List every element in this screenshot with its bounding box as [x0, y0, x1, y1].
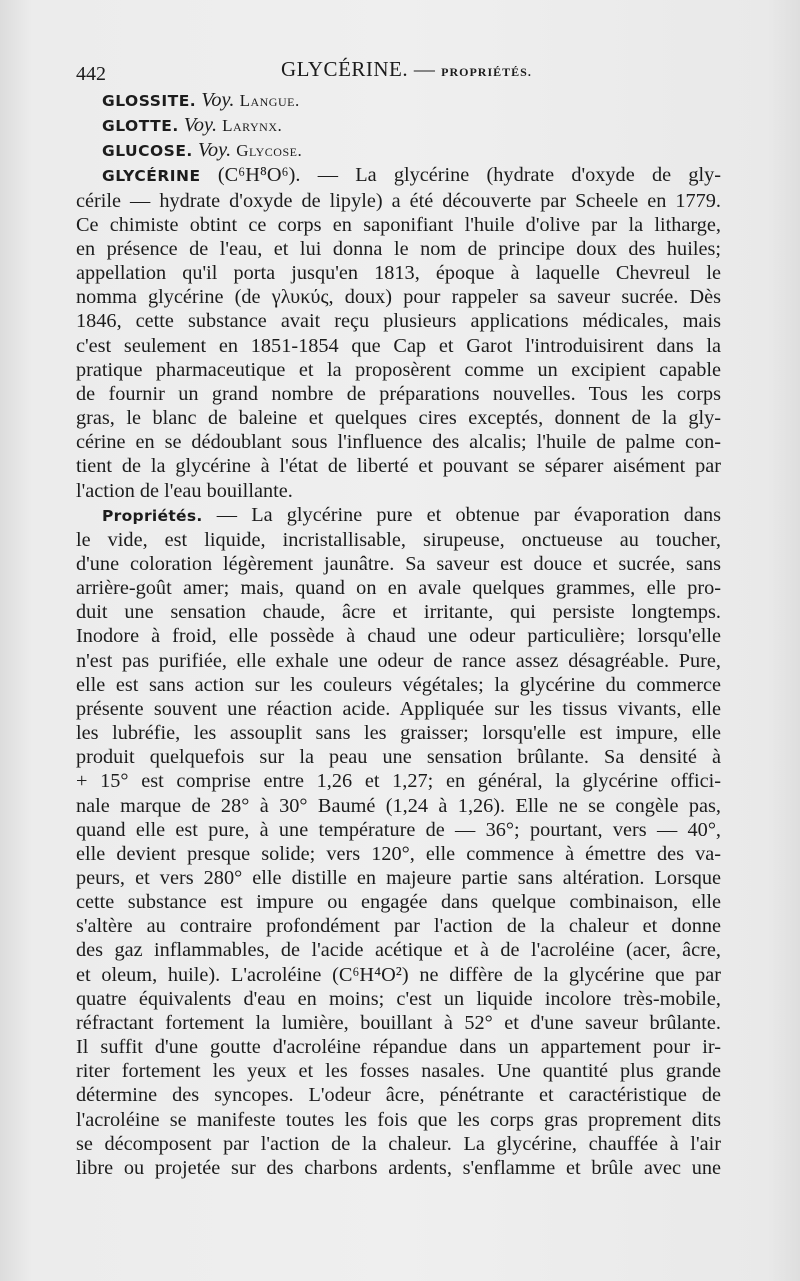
section-heading: Propriétés. [102, 506, 203, 525]
text-line: duit une sensation chaude, âcre et irritante, qui persiste longtemps. [76, 601, 721, 624]
text-line: présente souvent une réaction acide. Appliquée sur les tissus vivants, elle [76, 697, 721, 720]
text-line: Ce chimiste obtint ce corps en saponifiant l'huile d'olive par la litharge, [76, 213, 721, 236]
entry-glucose [76, 138, 721, 163]
running-title-section: PROPRIÉTÉS. [441, 65, 532, 79]
text-line: gras, le blanc de baleine et quelques cires exceptés, donnent de la gly- [76, 407, 721, 430]
line-text: — La glycérine pure et obtenue par évaporation dans [216, 503, 721, 526]
text-line: s'altère au contraire profondément par l'action de la chaleur et donne [76, 915, 721, 938]
entry-glycerine [76, 163, 721, 502]
text-line: en présence de l'eau, et lui donna le nom de principe doux des huiles; [76, 237, 721, 260]
page-body [76, 88, 721, 1180]
running-title-main: GLYCÉRINE. — [281, 57, 436, 81]
text-line: nale marque de 28° à 30° Baumé (1,24 à 1,26). Elle ne se congèle pas, [76, 794, 721, 817]
text-line: n'est pas purifiée, elle exhale une odeur de rance assez désagréable. Pure, [76, 649, 721, 672]
text-line: quatre équivalents d'eau en moins; c'est un liquide incolore très-mobile, [76, 987, 721, 1010]
text-line: Il suffit d'une goutte d'acroléine répandue dans un appartement pour ir- [76, 1036, 721, 1059]
text-line: nomma glycérine (de γλυκύς, doux) pour rappeler sa saveur sucrée. Dès [76, 286, 721, 309]
text-line: des gaz inflammables, de l'acide acétique et à de l'acroléine (acer, âcre, [76, 939, 721, 962]
text-line: se décomposent par l'action de la chaleur. La glycérine, chauffée à l'air [76, 1132, 721, 1155]
text-line: elle est sans action sur les couleurs végétales; la glycérine du commerce [76, 673, 721, 696]
text-line: le vide, est liquide, incristallisable, sirupeuse, onctueuse au toucher, [76, 528, 721, 551]
entry-glotte [76, 113, 721, 138]
text-line: et oleum, huile). L'acroléine (C⁶H⁴O²) ne diffère de la glycérine que par [76, 963, 721, 986]
text-line: détermine des syncopes. L'odeur âcre, pénétrante et caractéristique de [76, 1084, 721, 1107]
line-text: (C⁶H⁸O⁶). — La glycérine (hydrate d'oxyde de gly- [217, 164, 721, 187]
text-line: peurs, et vers 280° elle distille en majeure partie sans altération. Lorsque [76, 867, 721, 889]
running-header [76, 55, 726, 85]
text-line: cérine en se dédoublant sous l'influence des alcalis; l'huile de palme con- [76, 431, 721, 454]
running-title [281, 57, 532, 82]
text-line [76, 163, 721, 188]
text-line: quand elle est pure, à une température de — 36°; pourtant, vers — 40°, [76, 818, 721, 841]
text-line: c'est seulement en 1851-1854 que Cap et Garot l'introduisirent dans la [76, 334, 721, 357]
text-line: appellation qu'il porta jusqu'en 1813, époque à laquelle Chevreul le [76, 262, 721, 285]
text-line: produit quelquefois sur la peau une sensation brûlante. Sa densité à [76, 746, 721, 769]
text-line: d'une coloration légèrement jaunâtre. Sa saveur est douce et sucrée, sans [76, 552, 721, 575]
entry-voy: Voy. [183, 114, 218, 137]
entry-reference: Larynx. [222, 116, 283, 136]
entry-glossite [76, 88, 721, 113]
text-line: cérile — hydrate d'oxyde de lipyle) a été découverte par Scheele en 1779. [76, 189, 721, 212]
entry-reference: Langue. [239, 91, 300, 110]
text-line: riter fortement les yeux et les fosses nasales. Une quantité plus grande [76, 1060, 721, 1083]
text-line: 1846, cette substance avait reçu plusieurs applications médicales, mais [76, 310, 721, 333]
text-line: tient de la glycérine à l'état de liberté et pouvant se séparer aisément par [76, 455, 721, 478]
page-number: 442 [76, 63, 106, 85]
text-line: arrière-goût amer; mais, quand on en avale quelques grammes, elle pro- [76, 577, 721, 600]
text-line: elle devient presque solide; vers 120°, elle commence à émettre des va- [76, 842, 721, 865]
section-proprietes [76, 503, 721, 1180]
text-line: Inodore à froid, elle possède à chaud une odeur particulière; lorsqu'elle [76, 625, 721, 648]
text-line: réfractant fortement la lumière, bouillant à 52° et d'une saveur brûlante. [76, 1011, 721, 1034]
text-line: de fournir un grand nombre de préparations nouvelles. Tous les corps [76, 382, 721, 405]
text-line: cette substance est impure ou engagée dans quelque combinaison, elle [76, 891, 721, 914]
entry-term: GLUCOSE. [102, 142, 193, 161]
text-line: pratique pharmaceutique et la proposèrent comme un excipient capable [76, 358, 721, 381]
entry-term: GLOTTE. [102, 117, 179, 136]
entry-term: GLYCÉRINE [102, 167, 201, 186]
text-line [76, 503, 721, 528]
text-line: les lubréfie, les assouplit sans les graisser; lorsqu'elle est impure, elle [76, 722, 721, 745]
entry-reference: Glycose. [236, 141, 303, 161]
text-line: + 15° est comprise entre 1,26 et 1,27; en général, la glycérine offici- [76, 770, 721, 793]
text-line: l'acroléine se manifeste toutes les fois que les corps gras proprement dits [76, 1108, 721, 1131]
entry-voy: Voy. [201, 89, 235, 111]
entry-voy: Voy. [197, 139, 232, 162]
text-line: l'action de l'eau bouillante. [76, 479, 293, 502]
text-line: libre ou projetée sur des charbons ardents, s'enflamme et brûle avec une [76, 1156, 721, 1179]
entry-term: GLOSSITE. [102, 92, 197, 110]
